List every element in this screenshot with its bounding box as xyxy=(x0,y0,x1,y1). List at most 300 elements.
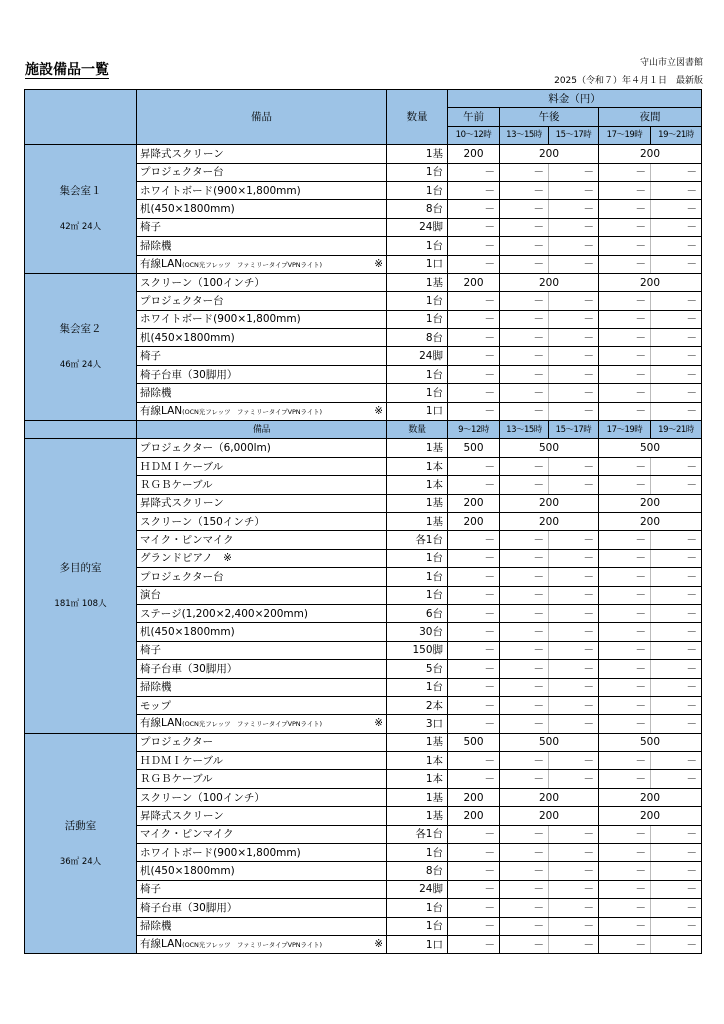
sub-header-slot: 13～15時 xyxy=(500,421,549,439)
fee-dash: － xyxy=(651,181,702,199)
equipment-quantity: 8台 xyxy=(387,200,448,218)
equipment-quantity: 各1台 xyxy=(387,825,448,843)
fee-dash: － xyxy=(599,586,651,604)
fee-dash: － xyxy=(651,255,702,273)
header-slot: 13～15時 xyxy=(500,126,549,144)
fee-dash: － xyxy=(651,604,702,622)
fee-dash: － xyxy=(599,935,651,953)
fee-dash: － xyxy=(651,715,702,733)
equipment-quantity: 3口 xyxy=(387,715,448,733)
fee-dash: － xyxy=(448,604,500,622)
equipment-quantity: 1基 xyxy=(387,439,448,457)
equipment-quantity: 150脚 xyxy=(387,641,448,659)
fee-dash: － xyxy=(500,917,549,935)
fee-dash: － xyxy=(599,549,651,567)
equipment-name: マイク・ピンマイク xyxy=(137,531,387,549)
equipment-quantity: 1口 xyxy=(387,402,448,420)
fee-morning: 500 xyxy=(448,733,500,751)
lan-label: 有線LAN xyxy=(140,257,183,270)
fee-dash: － xyxy=(599,917,651,935)
fee-dash: － xyxy=(448,586,500,604)
equipment-name: 椅子 xyxy=(137,347,387,365)
fee-dash: － xyxy=(500,770,549,788)
lan-label: 有線LAN xyxy=(140,938,183,951)
fee-dash: － xyxy=(549,862,599,880)
fee-dash: － xyxy=(599,660,651,678)
fee-dash: － xyxy=(651,365,702,383)
equipment-name: 掃除機 xyxy=(137,237,387,255)
fee-dash: － xyxy=(549,715,599,733)
fee-dash: － xyxy=(549,384,599,402)
fee-dash: － xyxy=(549,641,599,659)
fee-dash: － xyxy=(549,935,599,953)
fee-dash: － xyxy=(448,476,500,494)
room-name: 集会室１ xyxy=(59,185,102,198)
fee-dash: － xyxy=(651,752,702,770)
fee-dash: － xyxy=(500,476,549,494)
sub-header-quantity: 数量 xyxy=(387,421,448,439)
fee-dash: － xyxy=(549,237,599,255)
equipment-quantity: 1口 xyxy=(387,255,448,273)
fee-dash: － xyxy=(448,365,500,383)
equipment-name: ホワイトボード(900×1,800mm) xyxy=(137,844,387,862)
fee-dash: － xyxy=(549,549,599,567)
fee-dash: － xyxy=(549,292,599,310)
fee-dash: － xyxy=(500,347,549,365)
sub-header-row xyxy=(25,421,702,439)
fee-dash: － xyxy=(448,715,500,733)
fee-dash: － xyxy=(500,844,549,862)
fee-afternoon: 200 xyxy=(500,145,599,163)
header-night: 夜間 xyxy=(599,108,702,126)
fee-dash: － xyxy=(549,568,599,586)
fee-night: 200 xyxy=(599,494,702,512)
fee-dash: － xyxy=(500,899,549,917)
equipment-name: 椅子台車（30脚用） xyxy=(137,365,387,383)
equipment-name: スクリーン（150インチ） xyxy=(137,512,387,530)
table-row xyxy=(25,145,702,163)
room-name: 多目的室 xyxy=(59,562,102,575)
fee-dash: － xyxy=(500,752,549,770)
fee-dash: － xyxy=(448,752,500,770)
equipment-name: モップ xyxy=(137,696,387,714)
fee-dash: － xyxy=(599,200,651,218)
fee-dash: － xyxy=(549,604,599,622)
fee-dash: － xyxy=(549,752,599,770)
fee-dash: － xyxy=(599,237,651,255)
fee-dash: － xyxy=(651,825,702,843)
fee-dash: － xyxy=(500,678,549,696)
fee-afternoon: 200 xyxy=(500,512,599,530)
fee-dash: － xyxy=(500,935,549,953)
equipment-quantity: 1基 xyxy=(387,273,448,291)
fee-dash: － xyxy=(651,402,702,420)
equipment-name: ＨＤＭＩケーブル xyxy=(137,457,387,475)
equipment-quantity: 1台 xyxy=(387,844,448,862)
fee-dash: － xyxy=(599,329,651,347)
header-room-cell xyxy=(25,90,137,145)
fee-dash: － xyxy=(549,329,599,347)
fee-dash: － xyxy=(599,752,651,770)
equipment-name: プロジェクター台 xyxy=(137,568,387,586)
equipment-quantity: 1基 xyxy=(387,733,448,751)
equipment-name: 椅子台車（30脚用） xyxy=(137,899,387,917)
fee-dash: － xyxy=(500,641,549,659)
fee-dash: － xyxy=(651,623,702,641)
equipment-name: ホワイトボード(900×1,800mm) xyxy=(137,310,387,328)
room-cell xyxy=(25,733,137,954)
fee-dash: － xyxy=(651,660,702,678)
fee-afternoon: 200 xyxy=(500,494,599,512)
fee-dash: － xyxy=(500,825,549,843)
fee-dash: － xyxy=(500,402,549,420)
fee-dash: － xyxy=(651,292,702,310)
fee-dash: － xyxy=(448,200,500,218)
table-row xyxy=(25,733,702,751)
fee-dash: － xyxy=(500,200,549,218)
fee-dash: － xyxy=(599,292,651,310)
fee-dash: － xyxy=(500,623,549,641)
equipment-name: 椅子台車（30脚用） xyxy=(137,660,387,678)
sub-header-slot: 9～12時 xyxy=(448,421,500,439)
fee-dash: － xyxy=(651,163,702,181)
fee-dash: － xyxy=(599,715,651,733)
equipment-name: ＨＤＭＩケーブル xyxy=(137,752,387,770)
fee-dash: － xyxy=(448,402,500,420)
fee-dash: － xyxy=(448,218,500,236)
fee-dash: － xyxy=(599,678,651,696)
fee-dash: － xyxy=(500,549,549,567)
fee-dash: － xyxy=(448,384,500,402)
fee-dash: － xyxy=(599,531,651,549)
equipment-quantity: 24脚 xyxy=(387,880,448,898)
fee-dash: － xyxy=(549,365,599,383)
equipment-name: ホワイトボード(900×1,800mm) xyxy=(137,181,387,199)
note-mark: ※ xyxy=(374,404,383,417)
fee-dash: － xyxy=(448,641,500,659)
equipment-name: 椅子 xyxy=(137,641,387,659)
fee-dash: － xyxy=(549,696,599,714)
fee-dash: － xyxy=(599,457,651,475)
fee-night: 200 xyxy=(599,273,702,291)
equipment-quantity: 1台 xyxy=(387,310,448,328)
equipment-quantity: 1台 xyxy=(387,365,448,383)
fee-dash: － xyxy=(549,218,599,236)
fee-dash: － xyxy=(448,917,500,935)
equipment-name: グランドピアノ ※ xyxy=(137,549,387,567)
sub-header-equipment: 備品 xyxy=(137,421,387,439)
fee-dash: － xyxy=(549,844,599,862)
fee-dash: － xyxy=(448,935,500,953)
equipment-name: 机(450×1800mm) xyxy=(137,200,387,218)
fee-dash: － xyxy=(599,347,651,365)
fee-dash: － xyxy=(651,935,702,953)
room-name: 活動室 xyxy=(64,819,97,832)
fee-dash: － xyxy=(500,292,549,310)
fee-dash: － xyxy=(500,715,549,733)
fee-dash: － xyxy=(549,200,599,218)
fee-dash: － xyxy=(549,347,599,365)
fee-dash: － xyxy=(549,586,599,604)
fee-dash: － xyxy=(599,862,651,880)
equipment-name: 椅子 xyxy=(137,218,387,236)
fee-dash: － xyxy=(599,696,651,714)
equipment-quantity: 24脚 xyxy=(387,218,448,236)
equipment-table-body xyxy=(25,90,702,954)
equipment-quantity: 1台 xyxy=(387,292,448,310)
room-cell xyxy=(25,273,137,420)
sub-header-blank xyxy=(25,421,137,439)
equipment-name: ＲＧＢケーブル xyxy=(137,770,387,788)
room-cell xyxy=(25,439,137,733)
equipment-name: ステージ(1,200×2,400×200mm) xyxy=(137,604,387,622)
room-area: 36㎡ 24人 xyxy=(59,856,102,867)
fee-night: 500 xyxy=(599,733,702,751)
equipment-quantity: 1本 xyxy=(387,752,448,770)
header-equipment: 備品 xyxy=(137,90,387,145)
fee-dash: － xyxy=(651,476,702,494)
equipment-table xyxy=(24,89,702,954)
equipment-name: 掃除機 xyxy=(137,917,387,935)
fee-dash: － xyxy=(599,604,651,622)
fee-dash: － xyxy=(651,844,702,862)
equipment-quantity: 1本 xyxy=(387,457,448,475)
room-area: 42㎡ 24人 xyxy=(59,222,102,233)
equipment-quantity: 1基 xyxy=(387,807,448,825)
table-row xyxy=(25,439,702,457)
header-slot: 10～12時 xyxy=(448,126,500,144)
fee-dash: － xyxy=(500,696,549,714)
equipment-quantity: 1基 xyxy=(387,494,448,512)
fee-afternoon: 500 xyxy=(500,439,599,457)
equipment-quantity: 1口 xyxy=(387,935,448,953)
fee-dash: － xyxy=(651,384,702,402)
equipment-name: プロジェクター台 xyxy=(137,292,387,310)
equipment-quantity: 1基 xyxy=(387,788,448,806)
fee-dash: － xyxy=(500,880,549,898)
fee-dash: － xyxy=(448,862,500,880)
lan-detail: (OCN光フレッツ ファミリータイプVPNライト) xyxy=(182,941,322,950)
fee-dash: － xyxy=(448,310,500,328)
fee-morning: 200 xyxy=(448,273,500,291)
fee-dash: － xyxy=(500,310,549,328)
fee-dash: － xyxy=(448,549,500,567)
header-fee: 料金（円） xyxy=(448,90,702,108)
fee-dash: － xyxy=(448,660,500,678)
fee-dash: － xyxy=(448,825,500,843)
fee-dash: － xyxy=(448,292,500,310)
equipment-name: プロジェクター（6,000lm) xyxy=(137,439,387,457)
equipment-name: 昇降式スクリーン xyxy=(137,807,387,825)
fee-dash: － xyxy=(599,310,651,328)
fee-dash: － xyxy=(549,623,599,641)
fee-dash: － xyxy=(599,825,651,843)
sub-header-slot: 17～19時 xyxy=(599,421,651,439)
fee-dash: － xyxy=(651,457,702,475)
fee-night: 500 xyxy=(599,439,702,457)
fee-dash: － xyxy=(500,604,549,622)
room-name: 集会室２ xyxy=(59,322,102,335)
fee-dash: － xyxy=(599,402,651,420)
fee-night: 200 xyxy=(599,512,702,530)
fee-dash: － xyxy=(448,696,500,714)
equipment-name: スクリーン（100インチ） xyxy=(137,788,387,806)
equipment-name: 昇降式スクリーン xyxy=(137,145,387,163)
fee-dash: － xyxy=(651,917,702,935)
fee-dash: － xyxy=(549,917,599,935)
fee-dash: － xyxy=(599,476,651,494)
fee-dash: － xyxy=(599,163,651,181)
fee-dash: － xyxy=(549,660,599,678)
fee-dash: － xyxy=(599,255,651,273)
equipment-name: 掃除機 xyxy=(137,678,387,696)
equipment-quantity: 8台 xyxy=(387,329,448,347)
fee-dash: － xyxy=(500,218,549,236)
fee-dash: － xyxy=(651,218,702,236)
equipment-quantity: 8台 xyxy=(387,862,448,880)
fee-dash: － xyxy=(599,568,651,586)
fee-dash: － xyxy=(500,384,549,402)
fee-dash: － xyxy=(549,880,599,898)
lan-label: 有線LAN xyxy=(140,717,183,730)
page-title: 施設備品一覧 xyxy=(25,62,109,78)
equipment-quantity: 24脚 xyxy=(387,347,448,365)
equipment-quantity: 1台 xyxy=(387,549,448,567)
fee-dash: － xyxy=(549,899,599,917)
sub-header-slot: 19～21時 xyxy=(651,421,702,439)
sub-header-slot: 15～17時 xyxy=(549,421,599,439)
fee-night: 200 xyxy=(599,145,702,163)
fee-dash: － xyxy=(599,181,651,199)
fee-dash: － xyxy=(448,347,500,365)
header-slot: 19～21時 xyxy=(651,126,702,144)
fee-afternoon: 500 xyxy=(500,733,599,751)
fee-dash: － xyxy=(599,365,651,383)
issue-date: 2025（令和７）年４月１日 最新版 xyxy=(554,76,703,86)
fee-dash: － xyxy=(651,310,702,328)
fee-dash: － xyxy=(448,568,500,586)
fee-dash: － xyxy=(651,696,702,714)
fee-dash: － xyxy=(549,457,599,475)
header-quantity: 数量 xyxy=(387,90,448,145)
equipment-quantity: 1台 xyxy=(387,237,448,255)
fee-dash: － xyxy=(448,457,500,475)
header-slot: 17～19時 xyxy=(599,126,651,144)
fee-dash: － xyxy=(448,678,500,696)
room-cell xyxy=(25,145,137,274)
fee-dash: － xyxy=(448,880,500,898)
fee-dash: － xyxy=(549,770,599,788)
fee-dash: － xyxy=(651,329,702,347)
equipment-quantity: 1台 xyxy=(387,568,448,586)
equipment-quantity: 1本 xyxy=(387,476,448,494)
equipment-quantity: 1台 xyxy=(387,678,448,696)
fee-morning: 200 xyxy=(448,145,500,163)
equipment-name: プロジェクター台 xyxy=(137,163,387,181)
fee-dash: － xyxy=(448,329,500,347)
fee-dash: － xyxy=(500,531,549,549)
fee-dash: － xyxy=(599,218,651,236)
fee-morning: 200 xyxy=(448,512,500,530)
equipment-quantity: 1基 xyxy=(387,512,448,530)
fee-dash: － xyxy=(549,310,599,328)
fee-night: 200 xyxy=(599,807,702,825)
fee-dash: － xyxy=(599,641,651,659)
fee-morning: 200 xyxy=(448,807,500,825)
equipment-name: 演台 xyxy=(137,586,387,604)
fee-morning: 200 xyxy=(448,788,500,806)
fee-dash: － xyxy=(549,476,599,494)
equipment-quantity: 1本 xyxy=(387,770,448,788)
fee-dash: － xyxy=(651,200,702,218)
equipment-name: プロジェクター xyxy=(137,733,387,751)
equipment-name: 椅子 xyxy=(137,880,387,898)
equipment-quantity: 1台 xyxy=(387,384,448,402)
equipment-name: ＲＧＢケーブル xyxy=(137,476,387,494)
equipment-name: 昇降式スクリーン xyxy=(137,494,387,512)
equipment-quantity: 1台 xyxy=(387,899,448,917)
fee-night: 200 xyxy=(599,788,702,806)
equipment-quantity: 1台 xyxy=(387,586,448,604)
equipment-name: マイク・ピンマイク xyxy=(137,825,387,843)
fee-dash: － xyxy=(651,568,702,586)
equipment-name: 机(450×1800mm) xyxy=(137,329,387,347)
equipment-name: 机(450×1800mm) xyxy=(137,862,387,880)
fee-dash: － xyxy=(549,531,599,549)
fee-dash: － xyxy=(651,862,702,880)
fee-dash: － xyxy=(500,329,549,347)
room-area: 181㎡ 108人 xyxy=(54,599,107,610)
note-mark: ※ xyxy=(374,717,383,730)
equipment-quantity: 30台 xyxy=(387,623,448,641)
header-morning: 午前 xyxy=(448,108,500,126)
fee-dash: － xyxy=(651,899,702,917)
fee-dash: － xyxy=(651,347,702,365)
fee-dash: － xyxy=(651,237,702,255)
equipment-quantity: 1台 xyxy=(387,181,448,199)
fee-dash: － xyxy=(599,844,651,862)
equipment-name xyxy=(137,402,387,420)
header-afternoon: 午後 xyxy=(500,108,599,126)
fee-dash: － xyxy=(599,623,651,641)
equipment-quantity: 各1台 xyxy=(387,531,448,549)
fee-dash: － xyxy=(549,678,599,696)
lan-detail: (OCN光フレッツ ファミリータイプVPNライト) xyxy=(182,407,322,416)
fee-dash: － xyxy=(500,365,549,383)
fee-afternoon: 200 xyxy=(500,807,599,825)
fee-morning: 200 xyxy=(448,494,500,512)
equipment-quantity: 6台 xyxy=(387,604,448,622)
fee-dash: － xyxy=(651,549,702,567)
fee-afternoon: 200 xyxy=(500,273,599,291)
fee-dash: － xyxy=(500,163,549,181)
equipment-name: スクリーン（100インチ） xyxy=(137,273,387,291)
equipment-quantity: 1台 xyxy=(387,917,448,935)
fee-dash: － xyxy=(448,623,500,641)
equipment-quantity: 1台 xyxy=(387,163,448,181)
fee-dash: － xyxy=(500,181,549,199)
fee-morning: 500 xyxy=(448,439,500,457)
fee-dash: － xyxy=(549,825,599,843)
fee-dash: － xyxy=(448,237,500,255)
equipment-quantity: 2本 xyxy=(387,696,448,714)
fee-dash: － xyxy=(599,899,651,917)
equipment-name: 机(450×1800mm) xyxy=(137,623,387,641)
note-mark: ※ xyxy=(374,938,383,951)
fee-dash: － xyxy=(500,586,549,604)
fee-dash: － xyxy=(500,457,549,475)
fee-dash: － xyxy=(651,770,702,788)
